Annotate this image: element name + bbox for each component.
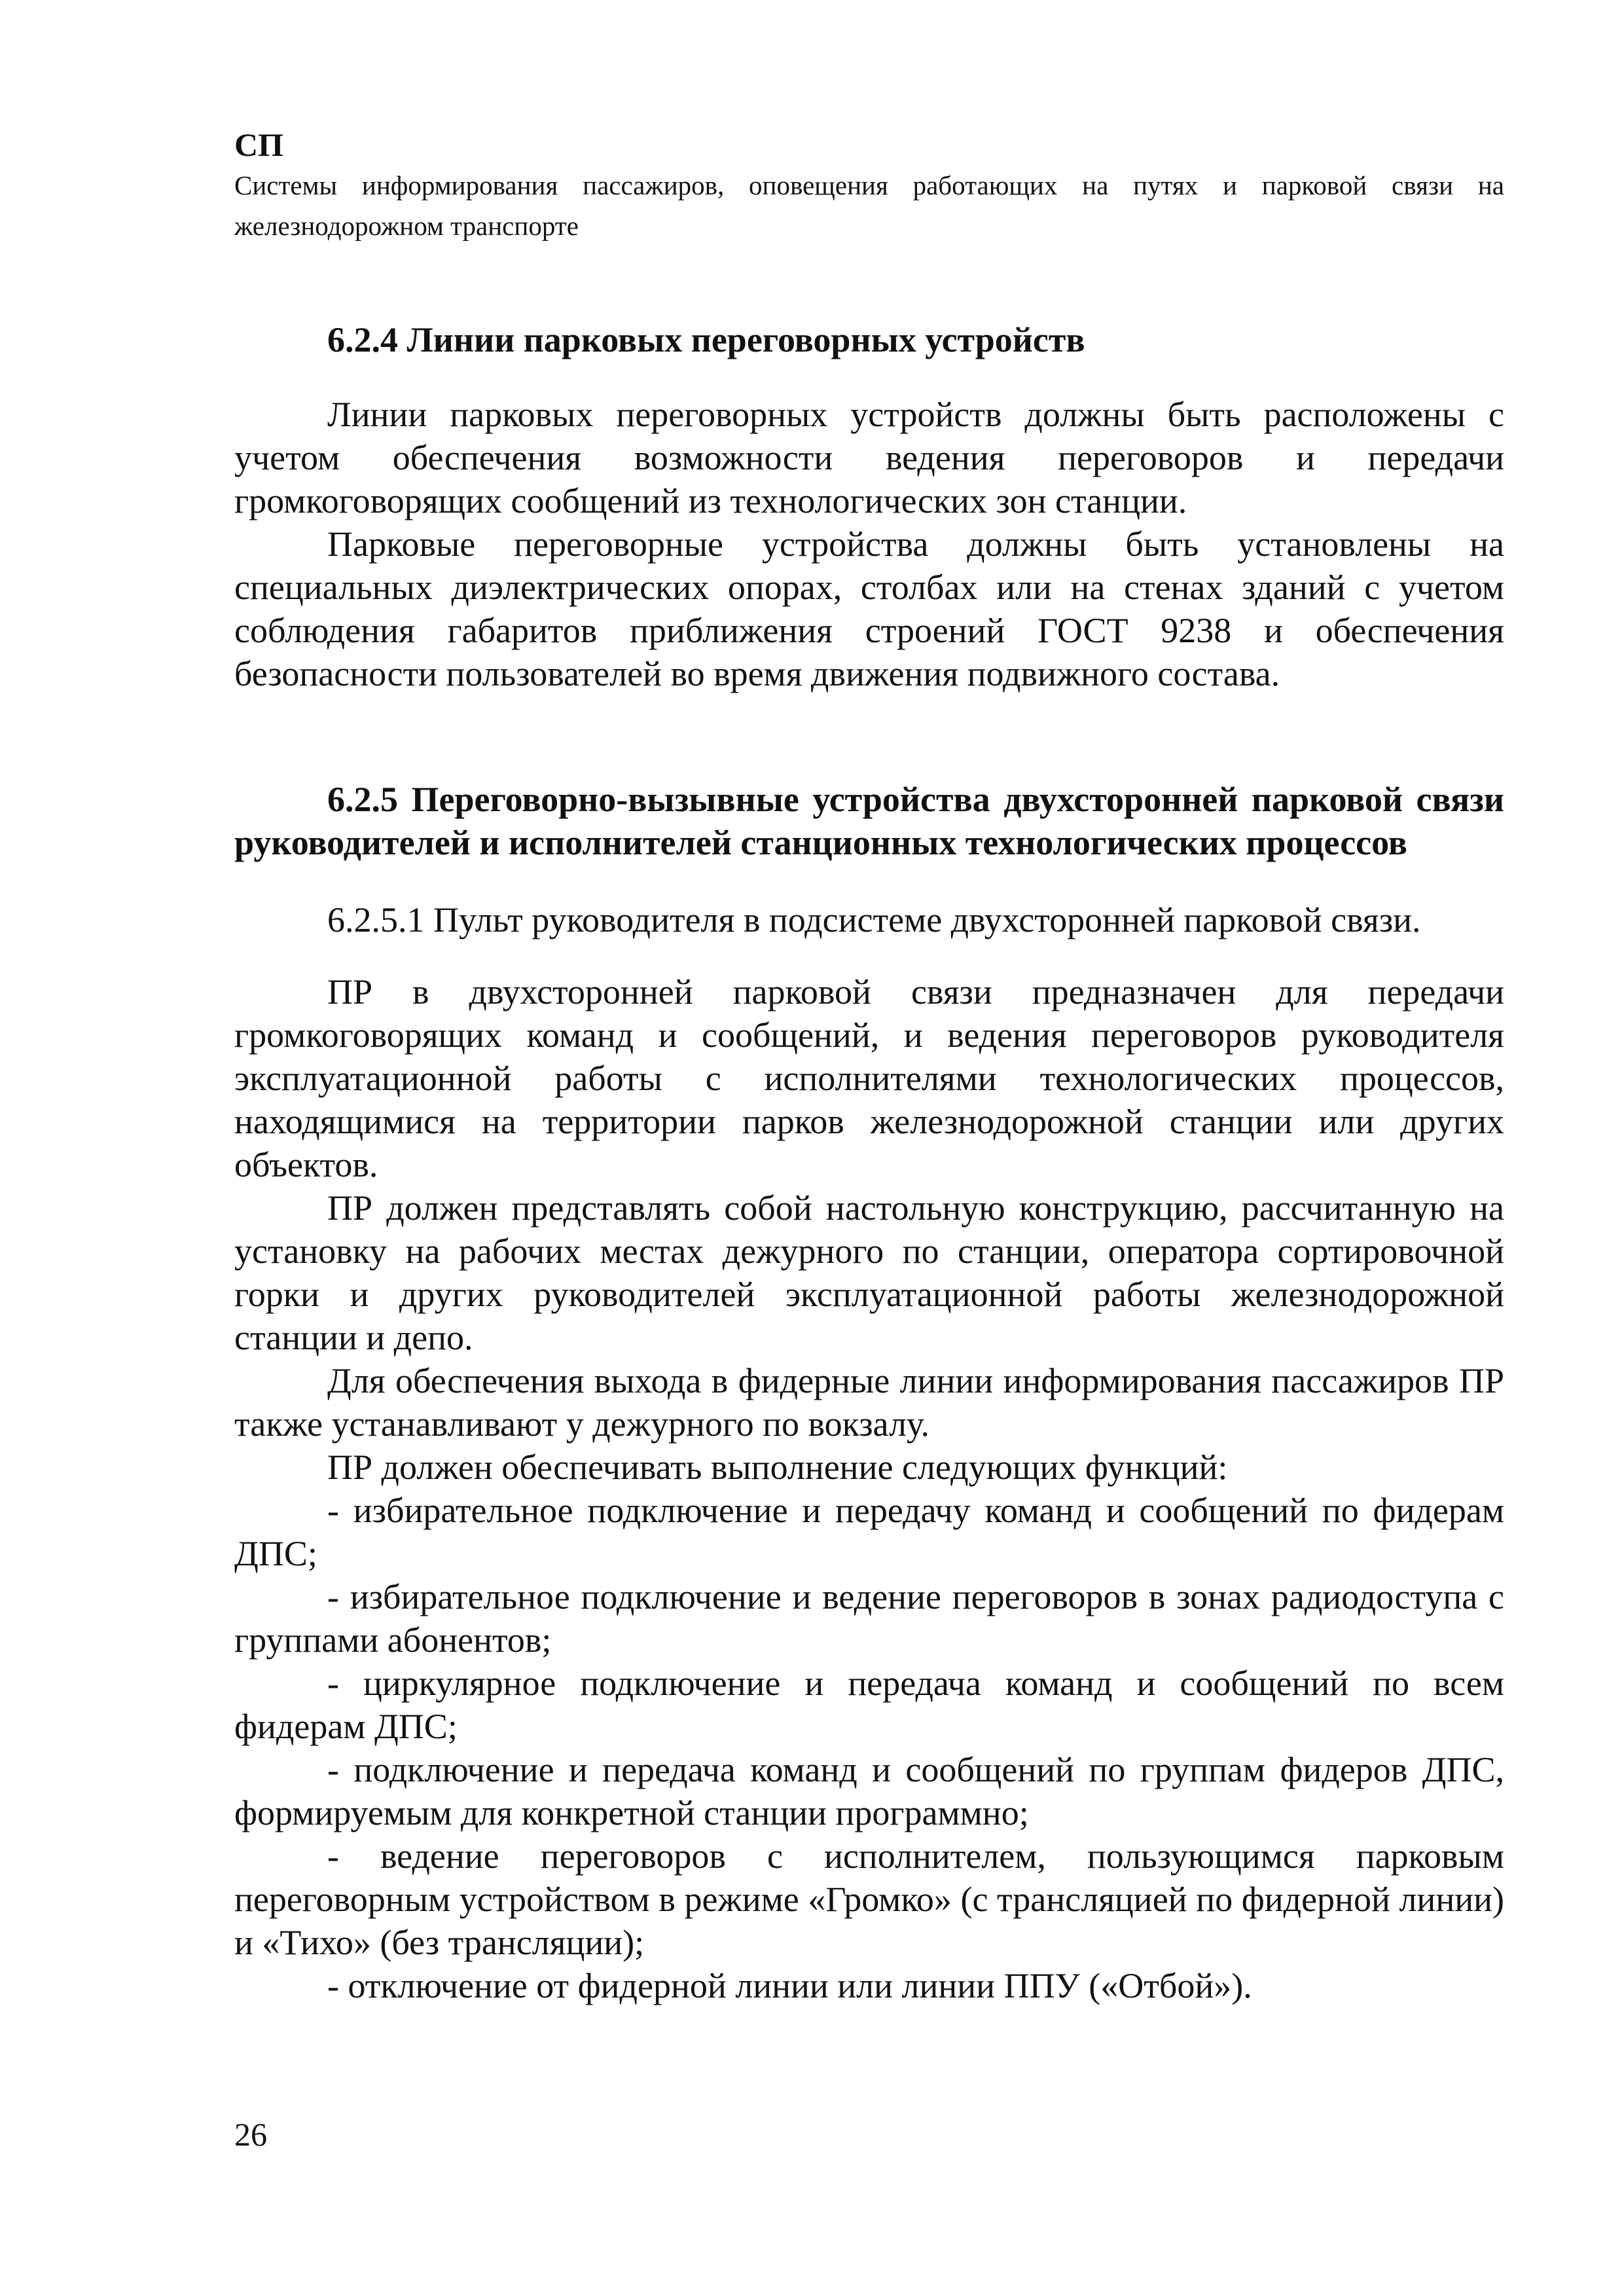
document-header (234, 124, 1504, 246)
paragraph: ПР в двухсторонней парковой связи предназначен для передачи громкоговорящих команд и сообщений, и ведения переговоров руководителя эксплуатационной работы с исполнителями технологических процессов, находящимися на территории парков железнодорожной станции или других объектов. (234, 972, 1504, 1184)
document-title: Системы информирования пассажиров, оповещения работающих на путях и парковой связи на железнодорожном транспорте (234, 170, 1504, 241)
document-code: СП (234, 126, 283, 163)
list-item: - избирательное подключение и ведение переговоров в зонах радиодоступа с группами абонентов; (234, 1577, 1504, 1660)
functions-list (234, 1489, 1504, 2007)
paragraph: ПР должен обеспечивать выполнение следующих функций: (327, 1448, 1228, 1487)
paragraph: Для обеспечения выхода в фидерные линии информирования пассажиров ПР также устанавливают у дежурного по вокзалу. (234, 1361, 1504, 1444)
list-item: - циркулярное подключение и передача команд и сообщений по всем фидерам ДПС; (234, 1664, 1504, 1746)
list-item: - отключение от фидерной линии или линии ППУ («Отбой»). (327, 1966, 1252, 2005)
paragraph: ПР должен представлять собой настольную конструкцию, рассчитанную на установку на рабочих местах дежурного по станции, оператора сортировочной горки и других руководителей эксплуатационной работы железнодорожной станции и депо. (234, 1188, 1504, 1357)
paragraph: Парковые переговорные устройства должны быть установлены на специальных диэлектрических опорах, столбах или на стенах зданий с учетом соблюдения габаритов приближения строений ГОСТ 9238 и обеспечения безопасности пользователей во время движения подвижного состава. (234, 524, 1504, 693)
section-title-6-2-5: 6.2.5 Переговорно-вызывные устройства двухсторонней парковой связи руководителей и исполнителей станционных технологических процессов (234, 780, 1504, 862)
list-item: - подключение и передача команд и сообщений по группам фидеров ДПС, формируемым для конкретной станции программно; (234, 1750, 1504, 1832)
list-item: - ведение переговоров с исполнителем, пользующимся парковым переговорным устройством в режиме «Громко» (с трансляцией по фидерной линии) и «Тихо» (без трансляции); (234, 1836, 1504, 1962)
page-number: 26 (234, 2116, 267, 2153)
document-page (234, 124, 1504, 2007)
section-title-6-2-4: 6.2.4 Линии парковых переговорных устройств (327, 320, 1085, 359)
paragraph: Линии парковых переговорных устройств должны быть расположены с учетом обеспечения возможности ведения переговоров и передачи громкоговорящих сообщений из технологических зон станции. (234, 395, 1504, 520)
list-item: - избирательное подключение и передачу команд и сообщений по фидерам ДПС; (234, 1491, 1504, 1573)
subsection-6-2-5-1: 6.2.5.1 Пульт руководителя в подсистеме двухсторонней парковой связи. (327, 900, 1421, 939)
